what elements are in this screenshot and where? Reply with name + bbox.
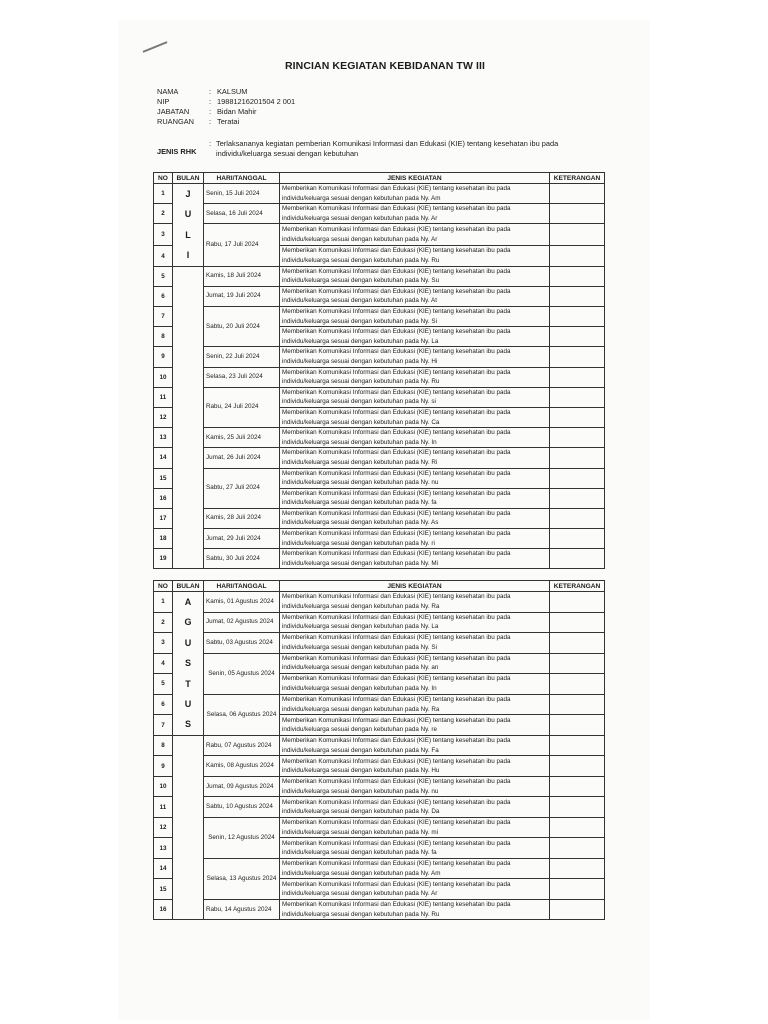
row-number: 16 [154,899,173,920]
activity-cell: Memberikan Komunikasi Informasi dan Edukasi (KIE) tentang kesehatan ibu pada individu/keluarga sesuai dengan kebutuhan pada Ny. La [280,327,550,347]
row-number: 16 [154,488,173,508]
keterangan-cell [550,633,605,654]
identity-value: Teratai [217,117,240,126]
row-number: 2 [154,612,173,633]
table-row [154,307,605,327]
date-cell: Sabtu, 03 Agustus 2024 [204,633,280,654]
keterangan-cell [550,694,605,715]
activity-cell: Memberikan Komunikasi Informasi dan Edukasi (KIE) tentang kesehatan ibu pada individu/keluarga sesuai dengan kebutuhan pada Ny. Ri [280,448,550,468]
header-jenis-kegiatan: JENIS KEGIATAN [280,581,550,592]
activity-cell: Memberikan Komunikasi Informasi dan Edukasi (KIE) tentang kesehatan ibu pada individu/keluarga sesuai dengan kebutuhan pada Ny. Ra [280,694,550,715]
table-row [154,776,605,797]
table-row [154,347,605,367]
keterangan-cell [550,407,605,427]
date-cell: Kamis, 01 Agustus 2024 [204,592,280,613]
month-letter: U [184,699,192,710]
activity-cell: Memberikan Komunikasi Informasi dan Edukasi (KIE) tentang kesehatan ibu pada individu/keluarga sesuai dengan kebutuhan pada Ny. Si [280,633,550,654]
row-number: 15 [154,879,173,900]
keterangan-cell [550,266,605,286]
month-cell-empty [173,735,204,920]
activity-cell: Memberikan Komunikasi Informasi dan Edukasi (KIE) tentang kesehatan ibu pada individu/keluarga sesuai dengan kebutuhan pada Ny. Si [280,307,550,327]
activity-cell: Memberikan Komunikasi Informasi dan Edukasi (KIE) tentang kesehatan ibu pada individu/keluarga sesuai dengan kebutuhan pada Ny. re [280,715,550,736]
row-number: 1 [154,184,173,204]
activity-cell: Memberikan Komunikasi Informasi dan Edukasi (KIE) tentang kesehatan ibu pada individu/keluarga sesuai dengan kebutuhan pada Ny. Fa [280,735,550,756]
row-number: 19 [154,549,173,569]
month-letters [175,184,201,266]
date-cell: Sabtu, 20 Juli 2024 [204,307,280,347]
activity-cell: Memberikan Komunikasi Informasi dan Edukasi (KIE) tentang kesehatan ibu pada individu/keluarga sesuai dengan kebutuhan pada Ny. Ca [280,407,550,427]
activity-cell: Memberikan Komunikasi Informasi dan Edukasi (KIE) tentang kesehatan ibu pada individu/keluarga sesuai dengan kebutuhan pada Ny. fa [280,488,550,508]
header-hari-tanggal: HARI/TANGGAL [204,581,280,592]
table-row [154,204,605,224]
keterangan-cell [550,653,605,674]
date-cell: Selasa, 16 Juli 2024 [204,204,280,224]
table-row [154,448,605,468]
row-number: 15 [154,468,173,488]
table-row [154,549,605,569]
activity-cell: Memberikan Komunikasi Informasi dan Edukasi (KIE) tentang kesehatan ibu pada individu/keluarga sesuai dengan kebutuhan pada Ny. Ar [280,879,550,900]
keterangan-cell [550,612,605,633]
table-row [154,653,605,674]
keterangan-cell [550,735,605,756]
table-row [154,592,605,613]
activity-cell: Memberikan Komunikasi Informasi dan Edukasi (KIE) tentang kesehatan ibu pada individu/keluarga sesuai dengan kebutuhan pada Ny. In [280,674,550,695]
date-cell: Kamis, 25 Juli 2024 [204,428,280,448]
date-cell: Kamis, 08 Agustus 2024 [204,756,280,777]
month-letter: T [185,678,191,689]
activity-cell: Memberikan Komunikasi Informasi dan Edukasi (KIE) tentang kesehatan ibu pada individu/keluarga sesuai dengan kebutuhan pada Ny. Ru [280,899,550,920]
identity-separator: : [209,97,212,106]
row-number: 9 [154,347,173,367]
table-row [154,468,605,488]
date-cell: Rabu, 14 Agustus 2024 [204,899,280,920]
document-title: RINCIAN KEGIATAN KEBIDANAN TW III [284,60,486,72]
table-header-row [154,173,605,184]
row-number: 5 [154,266,173,286]
activity-cell: Memberikan Komunikasi Informasi dan Edukasi (KIE) tentang kesehatan ibu pada individu/keluarga sesuai dengan kebutuhan pada Ny. si [280,387,550,407]
keterangan-cell [550,387,605,407]
table-row [154,612,605,633]
date-cell: Kamis, 28 Juli 2024 [204,508,280,528]
row-number: 7 [154,307,173,327]
month-letter: U [184,637,192,648]
month-letter: I [186,250,190,261]
header-jenis-kegiatan: JENIS KEGIATAN [280,173,550,184]
identity-row-ruangan [157,117,295,127]
activity-cell: Memberikan Komunikasi Informasi dan Edukasi (KIE) tentang kesehatan ibu pada individu/keluarga sesuai dengan kebutuhan pada Ny. an [280,653,550,674]
row-number: 2 [154,204,173,224]
table-row [154,899,605,920]
activity-cell: Memberikan Komunikasi Informasi dan Edukasi (KIE) tentang kesehatan ibu pada individu/keluarga sesuai dengan kebutuhan pada Ny. Ra [280,592,550,613]
header-keterangan: KETERANGAN [550,581,605,592]
date-cell: Selasa, 13 Agustus 2024 [204,858,280,899]
date-cell: Rabu, 17 Juli 2024 [204,224,280,266]
date-cell: Senin, 12 Agustus 2024 [204,817,280,858]
row-number: 13 [154,838,173,859]
row-number: 4 [154,653,173,674]
table-row [154,266,605,286]
header-keterangan: KETERANGAN [550,173,605,184]
date-cell: Jumat, 29 Juli 2024 [204,529,280,549]
row-number: 12 [154,817,173,838]
date-cell: Senin, 15 Juli 2024 [204,184,280,204]
keterangan-cell [550,899,605,920]
keterangan-cell [550,488,605,508]
date-cell: Sabtu, 27 Juli 2024 [204,468,280,508]
activity-cell: Memberikan Komunikasi Informasi dan Edukasi (KIE) tentang kesehatan ibu pada individu/keluarga sesuai dengan kebutuhan pada Ny. Ar [280,224,550,246]
date-cell: Jumat, 02 Agustus 2024 [204,612,280,633]
keterangan-cell [550,347,605,367]
row-number: 6 [154,694,173,715]
row-number: 10 [154,776,173,797]
table-row [154,633,605,654]
keterangan-cell [550,468,605,488]
activity-cell: Memberikan Komunikasi Informasi dan Edukasi (KIE) tentang kesehatan ibu pada individu/keluarga sesuai dengan kebutuhan pada Ny. Mi [280,549,550,569]
table-row [154,858,605,879]
activity-cell: Memberikan Komunikasi Informasi dan Edukasi (KIE) tentang kesehatan ibu pada individu/keluarga sesuai dengan kebutuhan pada Ny. In [280,428,550,448]
row-number: 14 [154,858,173,879]
table-agustus [153,580,605,920]
identity-separator: : [209,87,212,96]
activity-cell: Memberikan Komunikasi Informasi dan Edukasi (KIE) tentang kesehatan ibu pada individu/keluarga sesuai dengan kebutuhan pada Ny. Hu [280,756,550,777]
activity-cell: Memberikan Komunikasi Informasi dan Edukasi (KIE) tentang kesehatan ibu pada individu/keluarga sesuai dengan kebutuhan pada Ny. Ru [280,367,550,387]
keterangan-cell [550,204,605,224]
keterangan-cell [550,307,605,327]
month-cell-empty [173,266,204,569]
month-letter: L [185,229,191,240]
date-cell: Senin, 22 Juli 2024 [204,347,280,367]
month-letters [175,592,201,735]
keterangan-cell [550,549,605,569]
activity-cell: Memberikan Komunikasi Informasi dan Edukasi (KIE) tentang kesehatan ibu pada individu/keluarga sesuai dengan kebutuhan pada Ny. La [280,612,550,633]
row-number: 18 [154,529,173,549]
jenis-rhk-separator: : [209,139,212,148]
row-number: 4 [154,246,173,266]
row-number: 1 [154,592,173,613]
identity-label: JABATAN [157,107,190,116]
date-cell: Jumat, 09 Agustus 2024 [204,776,280,797]
keterangan-cell [550,184,605,204]
activity-cell: Memberikan Komunikasi Informasi dan Edukasi (KIE) tentang kesehatan ibu pada individu/keluarga sesuai dengan kebutuhan pada Ny. Am [280,858,550,879]
header-no: NO [154,581,173,592]
table-row [154,694,605,715]
date-cell: Rabu, 24 Juli 2024 [204,387,280,427]
date-cell: Selasa, 23 Juli 2024 [204,367,280,387]
table-row [154,387,605,407]
table-row [154,184,605,204]
row-number: 8 [154,735,173,756]
keterangan-cell [550,286,605,306]
identity-separator: : [209,107,212,116]
month-letter: J [185,189,191,199]
table-row [154,529,605,549]
activity-cell: Memberikan Komunikasi Informasi dan Edukasi (KIE) tentang kesehatan ibu pada individu/keluarga sesuai dengan kebutuhan pada Ny. As [280,508,550,528]
jenis-rhk-label: JENIS RHK [157,147,197,156]
keterangan-cell [550,529,605,549]
keterangan-cell [550,428,605,448]
activity-cell: Memberikan Komunikasi Informasi dan Edukasi (KIE) tentang kesehatan ibu pada individu/keluarga sesuai dengan kebutuhan pada Ny. Ru [280,246,550,266]
keterangan-cell [550,715,605,736]
date-cell: Senin, 05 Agustus 2024 [204,653,280,694]
date-cell: Sabtu, 10 Agustus 2024 [204,797,280,818]
table-header-row [154,581,605,592]
table-row [154,735,605,756]
keterangan-cell [550,448,605,468]
identity-value: Bidan Mahir [217,107,257,116]
table-row [154,817,605,838]
month-cell [173,592,204,736]
month-cell [173,184,204,267]
jenis-rhk-value: Terlaksananya kegiatan pemberian Komunikasi Informasi dan Edukasi (KIE) tentang kesehatan ibu pada individu/keluarga sesuai dengan kebutuhan [216,139,559,158]
row-number: 9 [154,756,173,777]
date-cell: Rabu, 07 Agustus 2024 [204,735,280,756]
table-row [154,428,605,448]
keterangan-cell [550,224,605,246]
identity-label: RUANGAN [157,117,194,126]
keterangan-cell [550,879,605,900]
identity-value: 19881216201504 2 001 [217,97,296,106]
activity-cell: Memberikan Komunikasi Informasi dan Edukasi (KIE) tentang kesehatan ibu pada individu/keluarga sesuai dengan kebutuhan pada Ny. Su [280,266,550,286]
activity-cell: Memberikan Komunikasi Informasi dan Edukasi (KIE) tentang kesehatan ibu pada individu/keluarga sesuai dengan kebutuhan pada Ny. ri [280,529,550,549]
row-number: 3 [154,224,173,246]
activity-cell: Memberikan Komunikasi Informasi dan Edukasi (KIE) tentang kesehatan ibu pada individu/keluarga sesuai dengan kebutuhan pada Ny. Hi [280,347,550,367]
identity-row-jabatan [157,107,295,117]
keterangan-cell [550,858,605,879]
month-letter: S [184,658,191,669]
row-number: 11 [154,387,173,407]
activity-cell: Memberikan Komunikasi Informasi dan Edukasi (KIE) tentang kesehatan ibu pada individu/keluarga sesuai dengan kebutuhan pada Ny. mi [280,817,550,838]
date-cell: Jumat, 19 Juli 2024 [204,286,280,306]
row-number: 14 [154,448,173,468]
row-number: 17 [154,508,173,528]
table-row [154,797,605,818]
row-number: 13 [154,428,173,448]
keterangan-cell [550,367,605,387]
activity-cell: Memberikan Komunikasi Informasi dan Edukasi (KIE) tentang kesehatan ibu pada individu/keluarga sesuai dengan kebutuhan pada Ny. Am [280,184,550,204]
row-number: 12 [154,407,173,427]
month-letter: G [184,617,192,628]
keterangan-cell [550,327,605,347]
activity-cell: Memberikan Komunikasi Informasi dan Edukasi (KIE) tentang kesehatan ibu pada individu/keluarga sesuai dengan kebutuhan pada Ny. fa [280,838,550,859]
identity-row-nip [157,97,295,107]
activity-cell: Memberikan Komunikasi Informasi dan Edukasi (KIE) tentang kesehatan ibu pada individu/keluarga sesuai dengan kebutuhan pada Ny. Ar [280,204,550,224]
table-row [154,508,605,528]
table-row [154,224,605,246]
header-bulan: BULAN [173,173,204,184]
keterangan-cell [550,674,605,695]
activity-cell: Memberikan Komunikasi Informasi dan Edukasi (KIE) tentang kesehatan ibu pada individu/keluarga sesuai dengan kebutuhan pada Ny. Da [280,797,550,818]
activity-cell: Memberikan Komunikasi Informasi dan Edukasi (KIE) tentang kesehatan ibu pada individu/keluarga sesuai dengan kebutuhan pada Ny. nu [280,468,550,488]
header-bulan: BULAN [173,581,204,592]
month-letter: U [184,209,192,220]
row-number: 11 [154,797,173,818]
identity-row-nama [157,87,295,97]
date-cell: Jumat, 26 Juli 2024 [204,448,280,468]
row-number: 7 [154,715,173,736]
keterangan-cell [550,776,605,797]
identity-label: NIP [157,97,170,106]
keterangan-cell [550,508,605,528]
date-cell: Sabtu, 30 Juli 2024 [204,549,280,569]
row-number: 8 [154,327,173,347]
row-number: 3 [154,633,173,654]
month-letter: A [184,597,192,607]
table-row [154,286,605,306]
date-cell: Selasa, 06 Agustus 2024 [204,694,280,735]
table-row [154,367,605,387]
row-number: 10 [154,367,173,387]
identity-separator: : [209,117,212,126]
keterangan-cell [550,817,605,838]
jenis-rhk-block [157,139,577,159]
table-juli [153,172,605,569]
activity-cell: Memberikan Komunikasi Informasi dan Edukasi (KIE) tentang kesehatan ibu pada individu/keluarga sesuai dengan kebutuhan pada Ny. nu [280,776,550,797]
month-letter: S [184,719,191,730]
activity-cell: Memberikan Komunikasi Informasi dan Edukasi (KIE) tentang kesehatan ibu pada individu/keluarga sesuai dengan kebutuhan pada Ny. At [280,286,550,306]
row-number: 5 [154,674,173,695]
date-cell: Kamis, 18 Juli 2024 [204,266,280,286]
table-row [154,756,605,777]
keterangan-cell [550,756,605,777]
identity-label: NAMA [157,87,179,96]
identity-block [157,87,295,127]
row-number: 6 [154,286,173,306]
keterangan-cell [550,838,605,859]
identity-value: KALSUM [217,87,248,96]
keterangan-cell [550,592,605,613]
keterangan-cell [550,797,605,818]
header-no: NO [154,173,173,184]
header-hari-tanggal: HARI/TANGGAL [204,173,280,184]
keterangan-cell [550,246,605,266]
